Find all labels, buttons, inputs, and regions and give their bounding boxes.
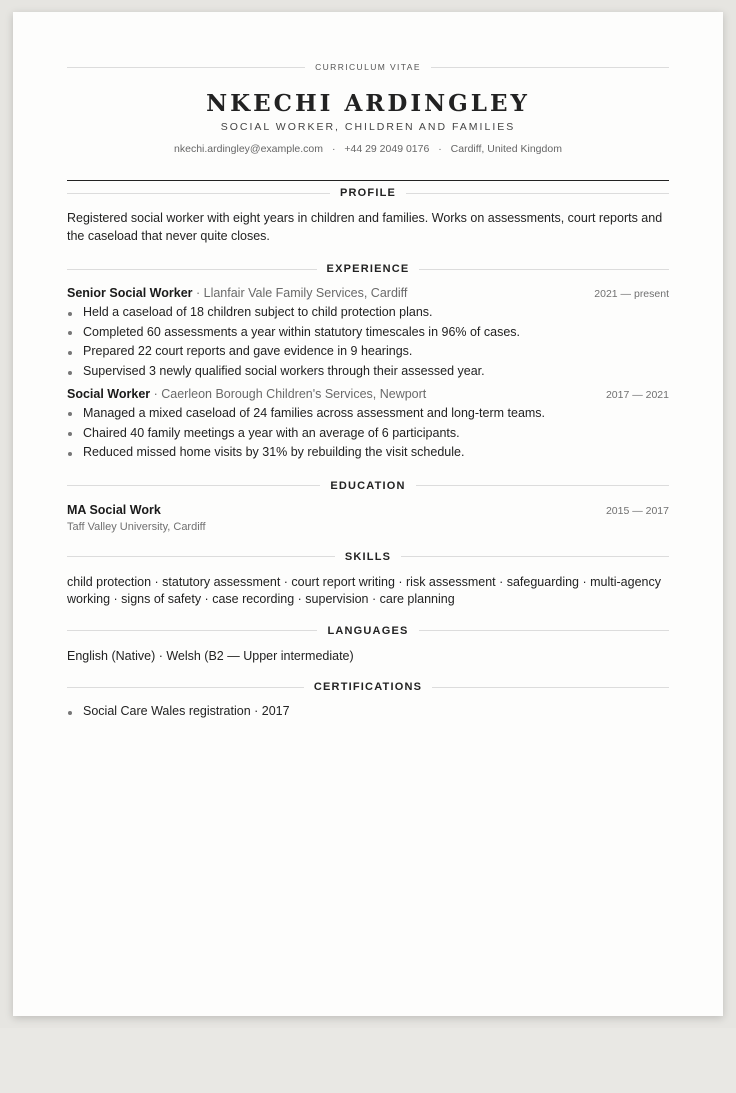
background-band <box>0 1028 736 1093</box>
profile-section-heading <box>67 187 669 199</box>
job-achievements <box>67 404 669 463</box>
job-header <box>67 286 669 300</box>
section-label: CERTIFICATIONS <box>313 681 423 694</box>
skills-text: child protection · statutory assessment · court report writing · risk assessment · safeguarding · multi-agency working · signs of safety · case recording · supervision · care planning <box>67 574 661 607</box>
job-organization: · Caerleon Borough Children's Services, Newport <box>150 386 427 401</box>
divider <box>67 269 317 270</box>
section-label: EDUCATION <box>330 479 406 492</box>
divider <box>416 485 669 486</box>
degree-name: MA Social Work <box>67 502 161 517</box>
header-divider <box>67 180 669 181</box>
divider <box>67 687 304 688</box>
divider <box>67 556 335 557</box>
list-item: Reduced missed home visits by 31% by rebuilding the visit schedule. <box>67 443 669 463</box>
list-item: Completed 60 assessments a year within statutory timescales in 96% of cases. <box>67 323 669 343</box>
divider <box>67 67 305 68</box>
list-item: Held a caseload of 18 children subject to child protection plans. <box>67 303 669 323</box>
job-role: Social Worker <box>67 386 151 401</box>
job-entry <box>67 387 669 463</box>
languages-text: English (Native) · Welsh (B2 — Upper intermediate) <box>67 648 354 663</box>
skills-section-heading <box>67 551 669 563</box>
list-item: Supervised 3 newly qualified social workers through their assessed year. <box>67 362 669 382</box>
divider <box>419 269 669 270</box>
section-label: PROFILE <box>339 187 397 199</box>
resume-content <box>67 187 669 722</box>
school-name: Taff Valley University, Cardiff <box>67 520 206 533</box>
job-header <box>67 387 669 401</box>
languages-section-heading <box>67 625 669 637</box>
job-dates: 2021 — present <box>594 288 669 300</box>
job-role: Senior Social Worker <box>67 286 193 300</box>
separator: · <box>438 143 442 155</box>
divider <box>419 630 669 631</box>
email-link[interactable]: nkechi.ardingley@example.com <box>174 143 324 155</box>
list-item: Chaired 40 family meetings a year with an average of 6 participants. <box>67 424 669 444</box>
contact-line <box>67 143 669 155</box>
education-dates: 2015 — 2017 <box>605 504 669 517</box>
certifications-section-heading <box>67 681 669 693</box>
section-label: SKILLS <box>344 550 392 563</box>
list-item: Social Care Wales registration · 2017 <box>67 702 669 722</box>
certifications-list <box>67 702 669 722</box>
experience-section-heading <box>67 263 669 275</box>
location: Cardiff, United Kingdom <box>450 143 562 155</box>
resume-page <box>13 12 723 1016</box>
section-label: LANGUAGES <box>327 624 409 637</box>
list-item: Managed a mixed caseload of 24 families across assessment and long-term teams. <box>67 404 669 424</box>
education-entry <box>67 503 669 517</box>
divider <box>67 193 330 194</box>
job-dates: 2017 — 2021 <box>605 388 669 401</box>
divider <box>401 556 669 557</box>
divider <box>431 67 669 68</box>
profile-text: Registered social worker with eight years in children and families. Works on assessments, court reports and the caseload that never quite closes. <box>67 211 663 243</box>
separator: · <box>331 143 336 155</box>
job-achievements <box>67 303 669 382</box>
list-item: Prepared 22 court reports and gave evidence in 9 hearings. <box>67 342 669 362</box>
job-entry <box>67 286 669 382</box>
document-label-row <box>67 62 669 72</box>
phone-number[interactable]: +44 29 2049 0176 <box>344 143 430 155</box>
section-label: EXPERIENCE <box>326 263 410 275</box>
education-section-heading <box>67 480 669 492</box>
job-organization: · Llanfair Vale Family Services, Cardiff <box>192 286 408 300</box>
document-label: CURRICULUM VITAE <box>315 62 421 72</box>
divider <box>432 687 669 688</box>
divider <box>67 485 320 486</box>
divider <box>67 630 317 631</box>
divider <box>406 193 669 194</box>
candidate-name: NKECHI ARDINGLEY <box>206 90 530 117</box>
candidate-title: SOCIAL WORKER, CHILDREN AND FAMILIES <box>220 121 516 133</box>
